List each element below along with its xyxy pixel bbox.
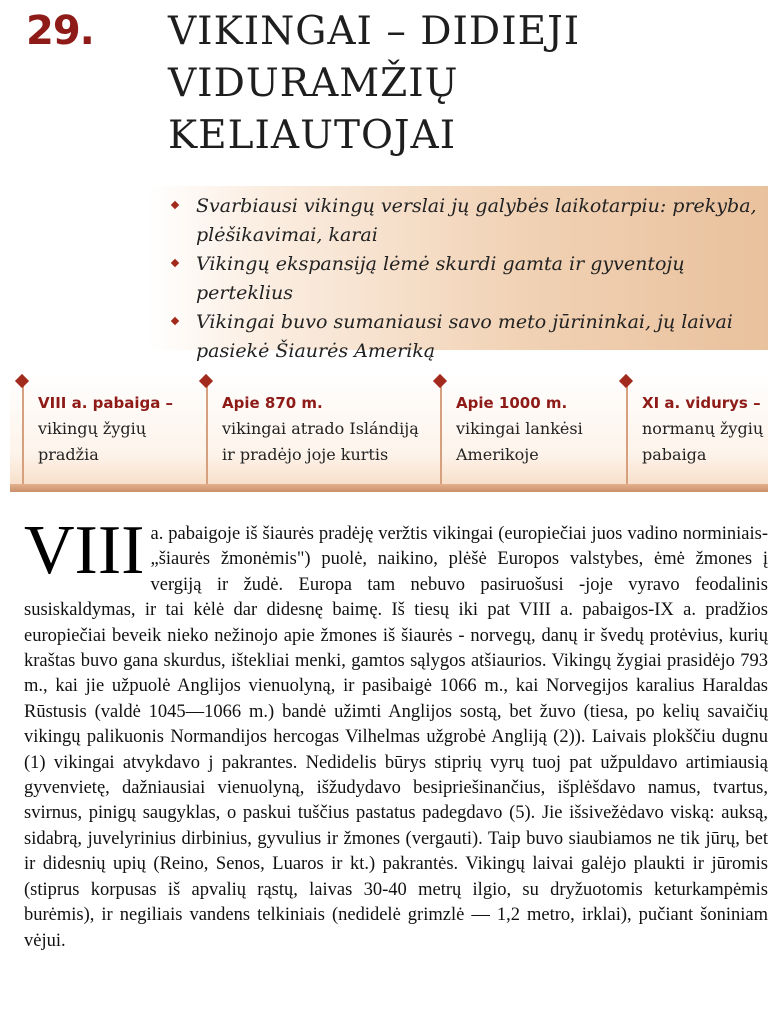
summary-box (148, 186, 768, 362)
summary-item-text: Svarbiausi vikingų verslai jų galybės laikotarpiu: prekyba, plėšikavimai, karai (196, 195, 757, 246)
event-date: VIII a. pabaiga – (38, 394, 174, 412)
summary-item-text: Vikingai buvo sumaniausi savo meto jūrininkai, jų laivai pasiekė Šiaurės Ameriką (196, 311, 733, 362)
timeline-stem (440, 382, 442, 488)
article-body (24, 512, 768, 954)
event-date: Apie 1000 m. (456, 394, 568, 412)
diamond-marker-icon (619, 374, 633, 388)
title-line: KELIAUTOJAI (168, 113, 457, 158)
diamond-marker-icon (433, 374, 447, 388)
diamond-marker-icon (199, 374, 213, 388)
timeline-stem (22, 382, 24, 488)
timeline-stem (626, 382, 628, 488)
event-description: vikingų žygių pradžia (38, 419, 147, 464)
timeline (10, 372, 768, 490)
summary-item-text: Vikingų ekspansiją lėmė skurdi gamta ir gyventojų perteklius (196, 253, 685, 304)
title-line: VIDURAMŽIŲ (168, 61, 459, 106)
summary-item (170, 250, 768, 308)
lesson-number: 29. (26, 8, 94, 54)
page-title (168, 6, 580, 162)
title-line: VIKINGAI – DIDIEJI (168, 9, 581, 54)
diamond-bullet-icon (171, 317, 179, 325)
article-paragraph: a. pabaigoje iš šiaurės pradėję veržtis vikingai (europiečiai juos vadino norminiais- „šiaurės žmonėmis") puolė, naikino, plėšė Europos valstybes, ėmė žmones į vergiją ir žudė. Europa tam nebuvo pasiruošusi -joje vyravo feodalinis susiskaldymas, ir tai kėlė dar didesnę baimę. Iš tiesų iki pat VIII a. pabaigos-IX a. pradžios europiečiai beveik nieko nežinojo apie žmones iš šiaurės - norvegų, danų ir švedų protėvius, kurių kraštas buvo gana skurdus, ištekliai menki, gamtos sąlygos atšiaurios. Vikingų žygiai prasidėjo 793 m., kai jie užpuolė Anglijos vienuolyną, ir pasibaigė 1066 m., kai Norvegijos karalius Haraldas Rūstusis (valdė 1045—1066 m.) bandė užimti Anglijos sostą, bet žuvo (tiesa, po kelių savaičių vikingų palikuonis Normandijos hercogas Vilhelmas užgrobė Angliją (2)). Laivais plokščiu dugnu (1) vikingai atvykdavo j pakrantes. Nedidelis būrys stiprių vyrų tuoj pat užpuldavo artimiausią gyvenvietę, dažniausiai vienuolyną, išžudydavo besipriešinančius, išplėšdavo namus, tvartus, svirnus, pinigų saugyklas, o paskui tuščius pastatus padegdavo (5). Jie išsivežėdavo viską: auksą, sidabrą, juvelyrinius dirbinius, gyvulius ir žmones (vergauti). Taip buvo siaubiamos ne tik jūrų, bet ir didesnių upių (Reino, Senos, Luaros ir kt.) pakrantės. Vikingų laivai galėjo plaukti ir jūromis (stiprus korpusas iš apvalių rąstų, laivas 30-40 metrų ilgio, su dryžuotomis keturkampėmis burėmis), ir negiliais vandens telkiniais (nedidelė grimzlė — 1,2 metro, irklai), pučiant šoniniam vėjui. (24, 524, 768, 951)
event-date: XI a. vidurys – (642, 394, 761, 412)
summary-list (148, 186, 768, 366)
event-date: Apie 870 m. (222, 394, 323, 412)
event-description: normanų žygių pabaiga (642, 419, 764, 464)
event-description: vikingai atrado Islándiją ir pradėjo joje kurtis (222, 419, 419, 464)
timeline-bar (10, 484, 768, 492)
diamond-bullet-icon (171, 259, 179, 267)
summary-item (170, 308, 768, 366)
drop-cap: VIII (24, 512, 145, 589)
timeline-stem (206, 382, 208, 488)
diamond-bullet-icon (171, 201, 179, 209)
event-description: vikingai lankėsi Amerikoje (456, 419, 583, 464)
diamond-marker-icon (15, 374, 29, 388)
summary-item (170, 192, 768, 250)
